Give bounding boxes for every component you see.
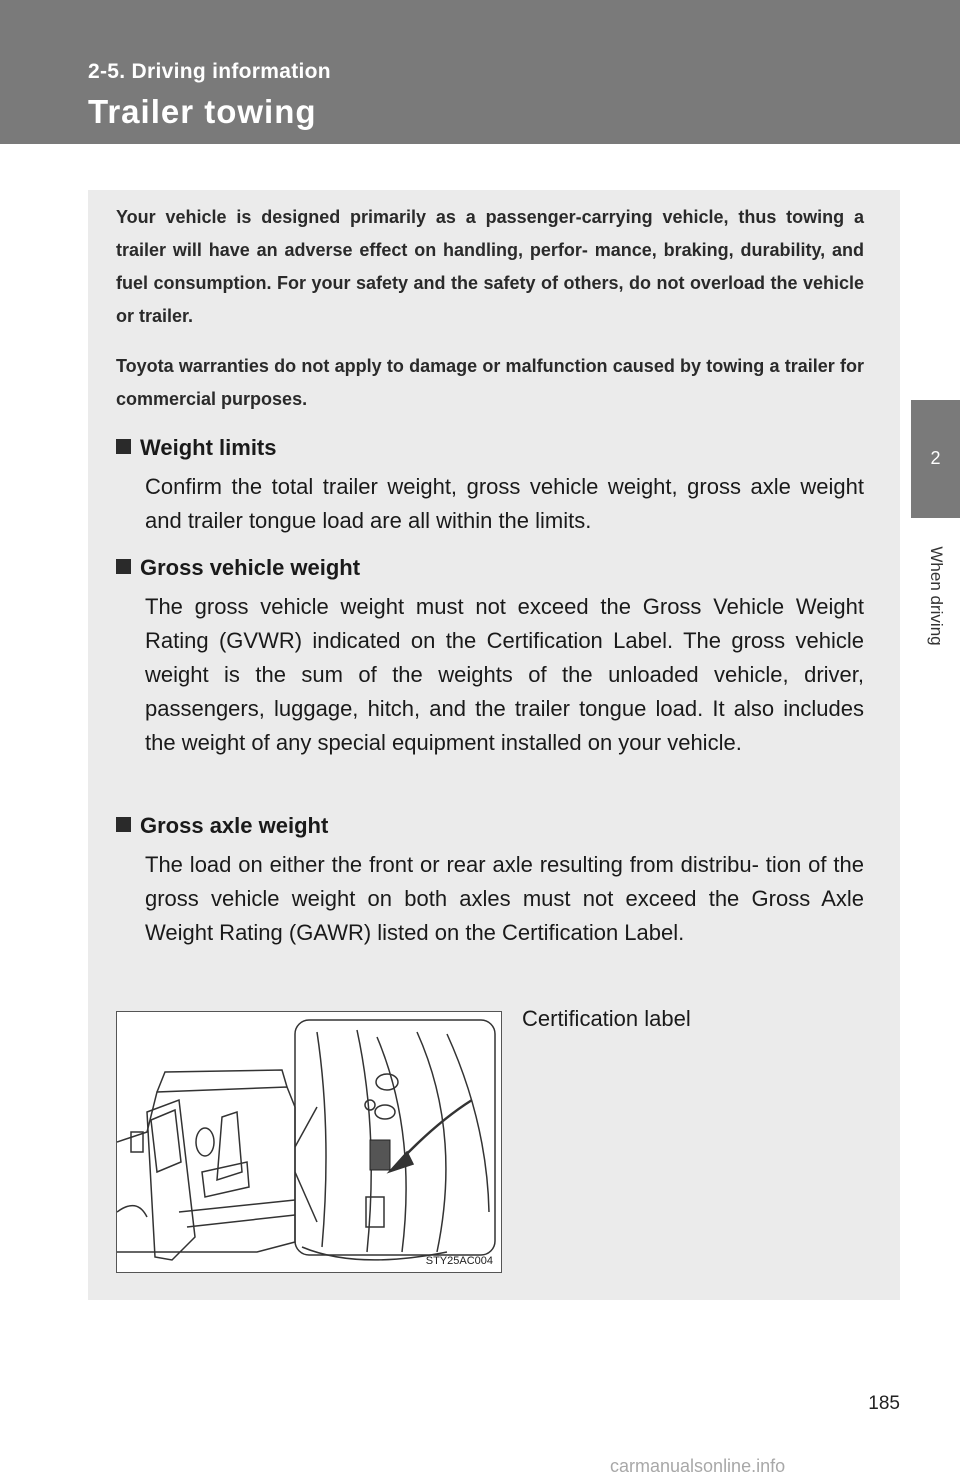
chapter-label-text: When driving (927, 546, 946, 646)
certification-label-mark (370, 1140, 390, 1170)
certification-label-figure (116, 1011, 502, 1273)
page-title: Trailer towing (88, 93, 317, 130)
square-bullet-icon (116, 439, 131, 454)
figure-code: STY25AC004 (425, 1255, 493, 1267)
chapter-tab[interactable] (911, 400, 960, 518)
square-bullet-icon (116, 559, 131, 574)
heading-weight-limits (116, 435, 277, 461)
heading-gross-axle-weight (116, 813, 328, 839)
chapter-number: 2 (930, 448, 941, 468)
vehicle-door-illustration (117, 1012, 501, 1272)
watermark-text: carmanualsonline.info (610, 1456, 786, 1476)
page-number: 185 (868, 1393, 900, 1414)
square-bullet-icon (116, 817, 131, 832)
heading-text: Gross axle weight (140, 813, 329, 838)
body-gross-vehicle-weight: The gross vehicle weight must not exceed the Gross Vehicle Weight Rating (GVWR) indicated on the Certification Label. The gross vehicle weight is the sum of the weights of the unloaded vehicle, driver, passengers, luggage, hitch, and the trailer tongue load. It also includes the weight of any special equipment installed on your vehicle. (145, 594, 864, 755)
intro-paragraph-1: Your vehicle is designed primarily as a passenger-carrying vehicle, thus towing a trailer will have an adverse effect on handling, perfor- mance, braking, durability, and fuel consumption. For your safety and the safety of others, do not overload the vehicle or trailer. (116, 207, 864, 326)
heading-gross-vehicle-weight (116, 555, 360, 581)
chapter-label (922, 530, 950, 670)
heading-text: Gross vehicle weight (140, 555, 361, 580)
section-label: 2-5. Driving information (88, 60, 331, 83)
body-weight-limits: Confirm the total trailer weight, gross vehicle weight, gross axle weight and trailer tongue load are all within the limits. (145, 474, 864, 533)
heading-text: Weight limits (140, 435, 277, 460)
body-gross-axle-weight: The load on either the front or rear axle resulting from distribu- tion of the gross vehicle weight on both axles must not exceed the Gross Axle Weight Rating (GAWR) listed on the Certification Label. (145, 852, 864, 945)
intro-paragraph-2: Toyota warranties do not apply to damage or malfunction caused by towing a trailer for commercial purposes. (116, 356, 864, 409)
figure-caption: Certification label (522, 1006, 691, 1031)
page-header (0, 0, 960, 144)
